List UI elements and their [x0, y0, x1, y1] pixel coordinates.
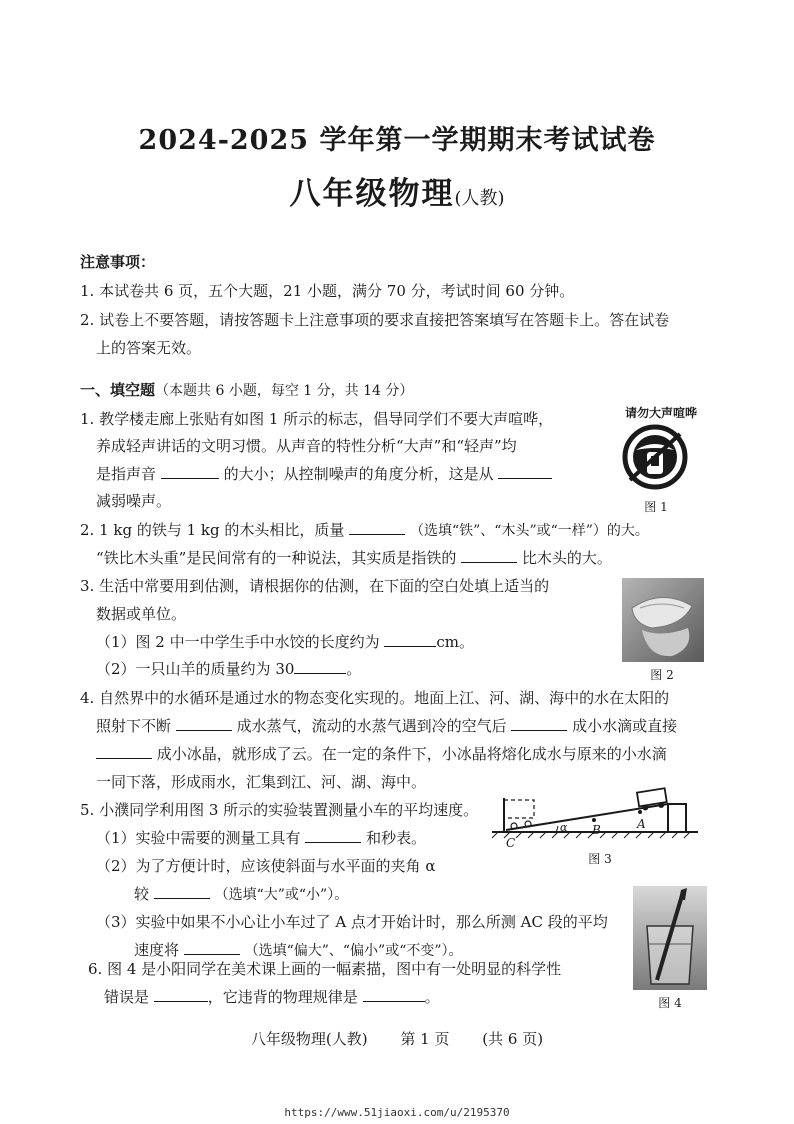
q2-line-1: 2. 1 kg 的铁与 1 kg 的木头相比，质量 （选填“铁”、“木头”或“一样”）的大。 [80, 521, 649, 539]
figure-2-caption: 图 2 [650, 668, 674, 682]
answer-blank [349, 520, 405, 535]
q1-line-2: 养成轻声讲话的文明习惯。从声音的特性分析“大声”和“轻声”均 [96, 437, 517, 455]
q1-line-1: 1. 教学楼走廊上张贴有如图 1 所示的标志，倡导同学们不要大声喧哗， [80, 410, 554, 428]
answer-blank [305, 828, 361, 843]
q3-line-1: 3. 生活中常要用到估测，请根据你的估测，在下面的空白处填上适当的 [80, 577, 550, 595]
q5-line-4: 较 （选填“大”或“小”）。 [134, 885, 349, 903]
q3-line-3: （1）图 2 中一中学生手中水饺的长度约为 cm。 [96, 633, 475, 651]
point-c-label: C [506, 836, 516, 848]
section-heading: 一、填空题（本题共 6 小题，每空 1 分，共 14 分） [80, 381, 414, 399]
q5-line-5: （3）实验中如果不小心让小车过了 A 点才开始计时，那么所测 AC 段的平均 [96, 913, 608, 931]
source-watermark: https://www.51jiaoxi.com/u/2195370 [284, 1106, 510, 1119]
q3-line-2: 数据或单位。 [96, 605, 187, 623]
answer-blank [384, 632, 436, 647]
q1-line-4: 减弱噪声。 [96, 492, 172, 510]
answer-blank [461, 548, 517, 563]
answer-blank [96, 744, 152, 759]
answer-blank [154, 987, 208, 1002]
answer-blank [161, 464, 219, 479]
figure-1-caption: 图 1 [644, 500, 668, 514]
notice-item-1: 1. 本试卷共 6 页，五个大题，21 小题，满分 70 分，考试时间 60 分钟。 [80, 282, 575, 300]
q5-line-2: （1）实验中需要的测量工具有 和秒表。 [96, 829, 427, 847]
figure-4-caption: 图 4 [658, 996, 682, 1010]
answer-blank [176, 716, 232, 731]
q4-line-1: 4. 自然界中的水循环是通过水的物态变化实现的。地面上江、河、湖、海中的水在太阳的 [80, 689, 670, 707]
q5-line-1: 5. 小濮同学利用图 3 所示的实验装置测量小车的平均速度。 [80, 801, 479, 819]
brush-in-glass-sketch [633, 886, 707, 990]
q4-line-4: 一同下落，形成雨水，汇集到江、河、湖、海中。 [96, 773, 427, 791]
figure-3-caption: 图 3 [588, 852, 612, 866]
angle-alpha-label: α [560, 821, 568, 834]
footer-subject: 八年级物理(人教) [250, 1030, 368, 1048]
footer-page-number: 第 1 页 [400, 1030, 450, 1048]
notice-item-2-cont: 上的答案无效。 [96, 339, 202, 357]
edition-label: (人教) [454, 188, 505, 209]
answer-blank [498, 464, 552, 479]
incline-apparatus-diagram [490, 786, 700, 848]
answer-blank [154, 884, 210, 899]
sign-text: 请勿大声喧哗 [624, 406, 697, 420]
subject-name: 八年级物理 [289, 176, 455, 212]
footer-total-pages: (共 6 页) [482, 1030, 544, 1048]
answer-blank [363, 987, 425, 1002]
answer-blank [184, 940, 240, 955]
notice-heading: 注意事项： [80, 253, 156, 271]
dumpling-photo [622, 578, 704, 662]
q5-line-6: 速度将 （选填“偏大”、“偏小”或“不变”）。 [134, 941, 463, 959]
exam-title: 2024-2025 学年第一学期期末考试试卷 [138, 125, 656, 156]
no-noise-sign-icon [622, 424, 688, 490]
answer-blank [294, 659, 346, 674]
q5-line-3: （2）为了方便计时，应该使斜面与水平面的夹角 α [96, 857, 436, 875]
q4-line-2: 照射下不断 成水蒸气，流动的水蒸气遇到冷的空气后 成小水滴或直接 [96, 717, 678, 735]
q6-line-2: 错误是 ，它违背的物理规律是 。 [104, 988, 440, 1006]
q6-line-1: 6. 图 4 是小阳同学在美术课上画的一幅素描，图中有一处明显的科学性 [88, 960, 562, 978]
notice-item-2: 2. 试卷上不要答题，请按答题卡上注意事项的要求直接把答案填写在答题卡上。答在试卷 [80, 311, 670, 329]
answer-blank [511, 716, 567, 731]
q1-line-3: 是指声音 的大小；从控制噪声的角度分析，这是从 [96, 464, 552, 484]
point-a-label: A [637, 817, 646, 831]
q2-line-2: “铁比木头重”是民间常有的一种说法，其实质是指铁的 比木头的大。 [96, 549, 612, 567]
point-b-label: B [592, 823, 601, 837]
q3-line-4: （2）一只山羊的质量约为 30 。 [96, 660, 362, 678]
exam-subject [0, 168, 794, 213]
page-footer [0, 1028, 794, 1049]
q4-line-3: 成小冰晶，就形成了云。在一定的条件下，小冰晶将熔化成水与原来的小水滴 [96, 744, 667, 764]
